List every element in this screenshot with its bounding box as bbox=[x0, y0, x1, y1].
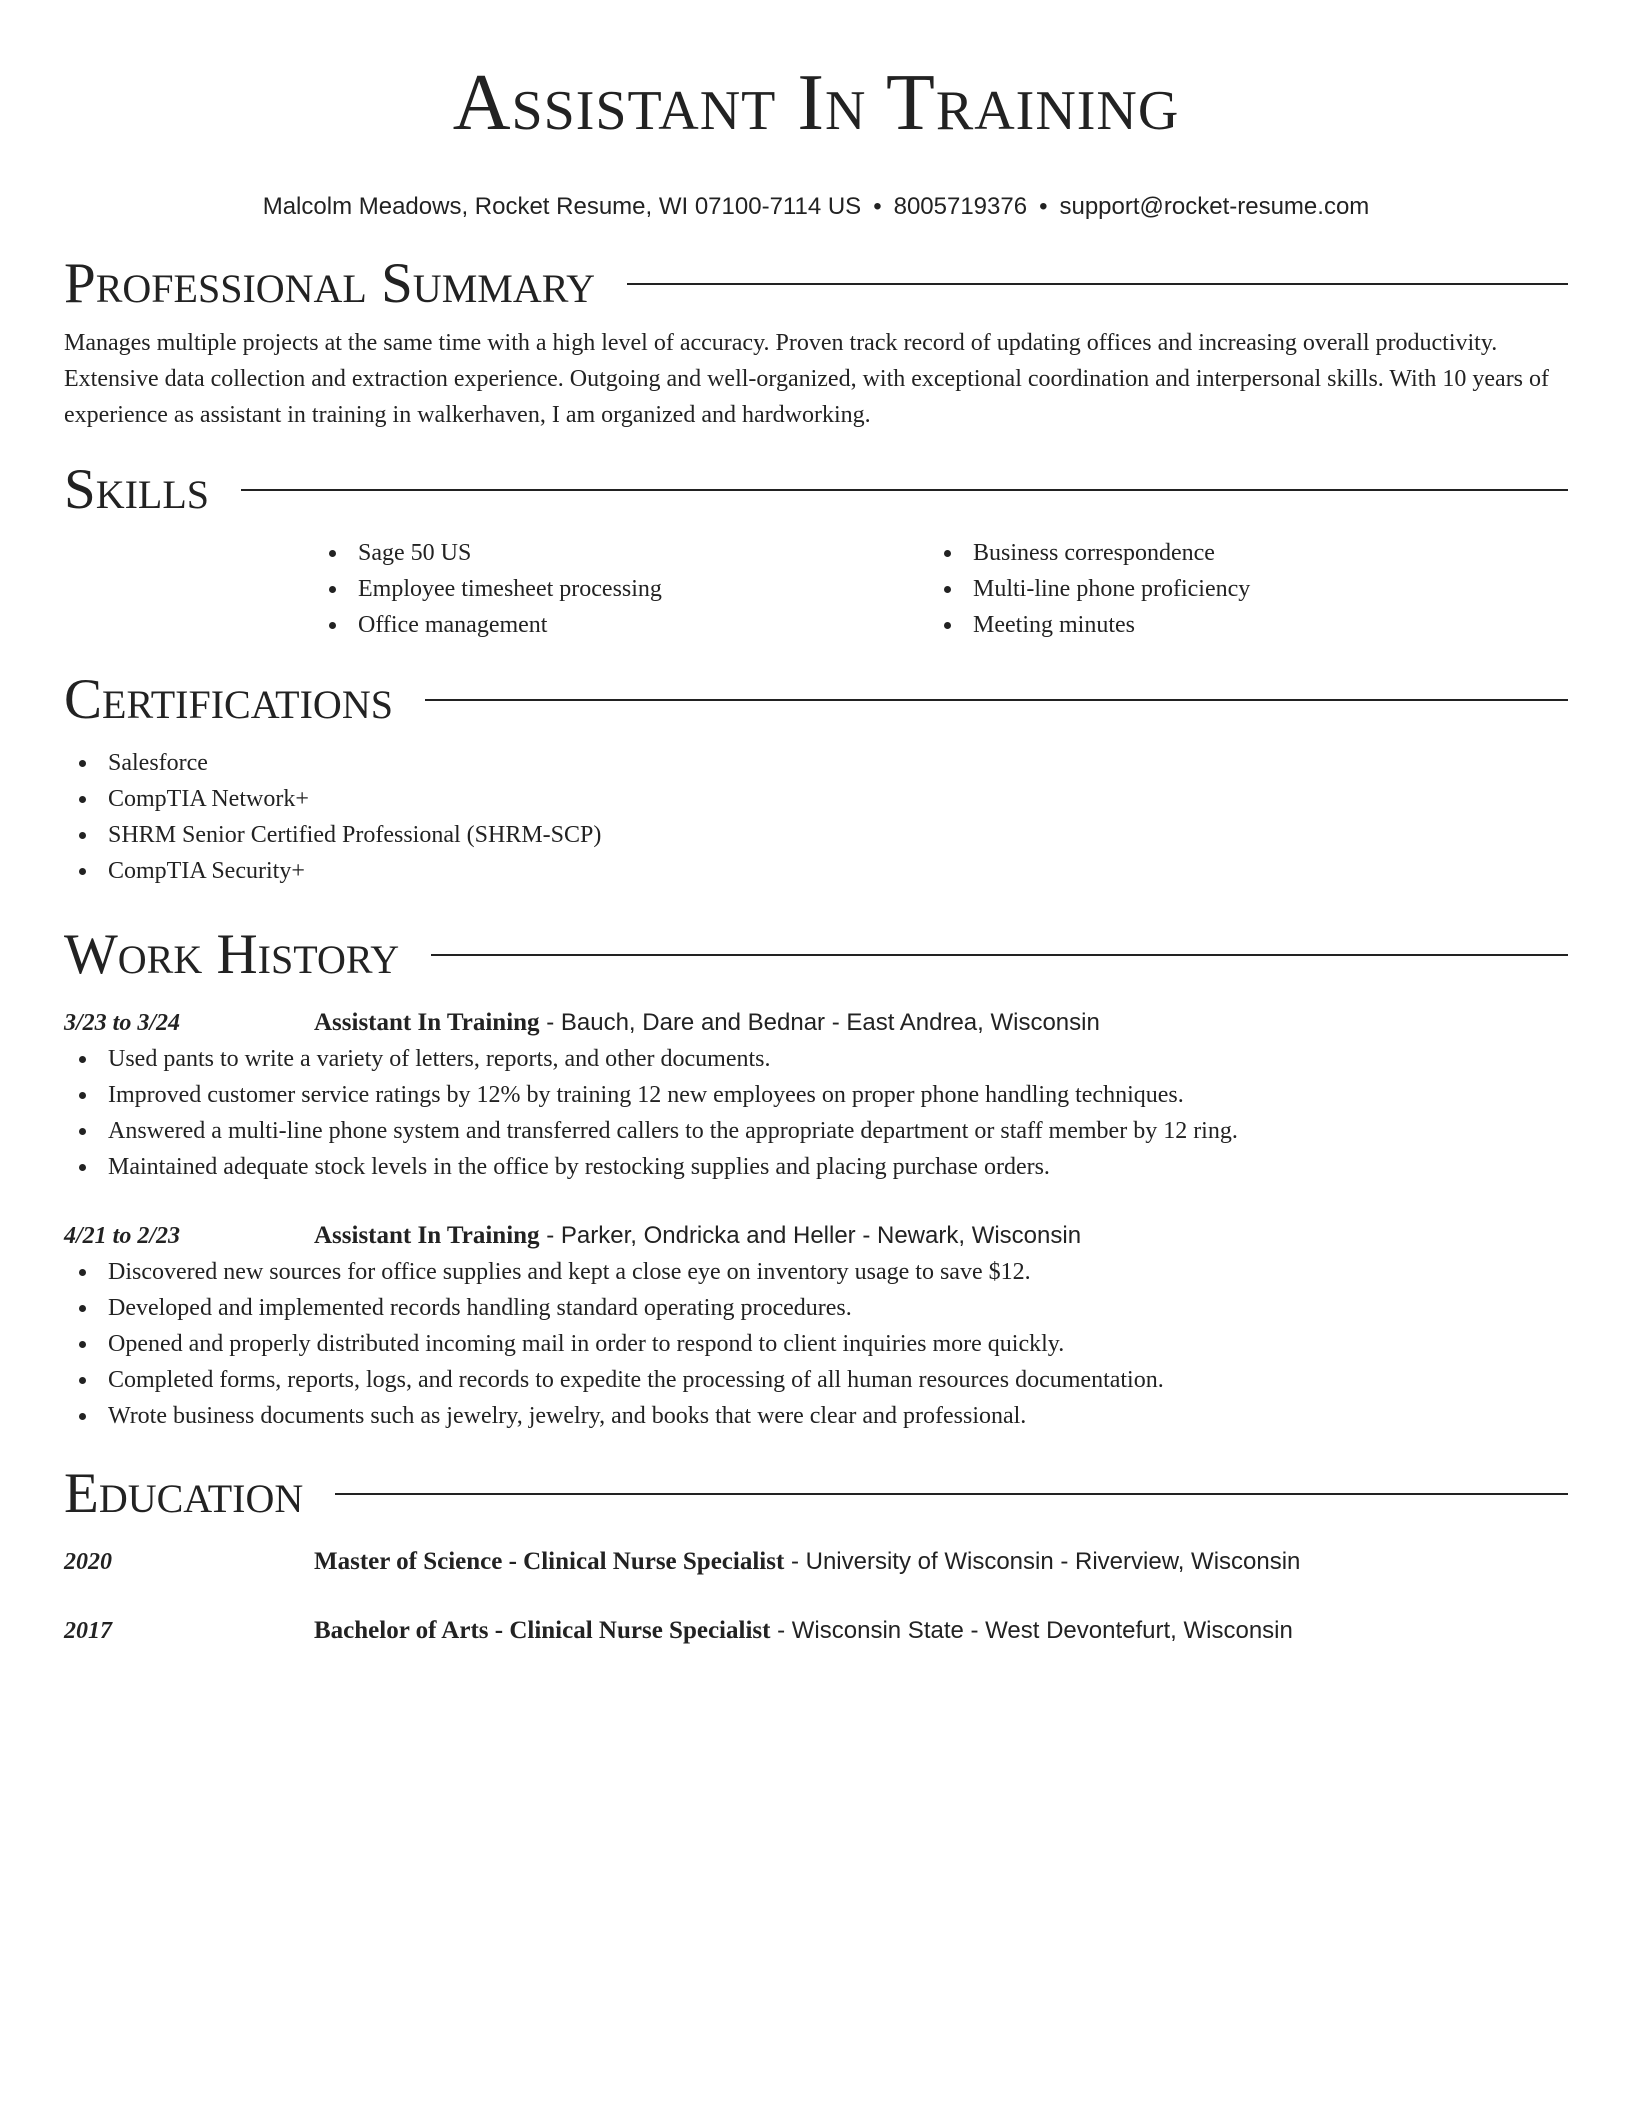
education-year: 2017 bbox=[64, 1618, 112, 1644]
contact-address: Malcolm Meadows, Rocket Resume, WI 07100-7114 US bbox=[262, 193, 862, 220]
certification-item: SHRM Senior Certified Professional (SHRM-SCP) bbox=[64, 817, 1568, 853]
job-bullet: Used pants to write a variety of letters, reports, and other documents. bbox=[64, 1041, 1568, 1077]
section-divider bbox=[425, 699, 1568, 701]
job-bullet: Improved customer service ratings by 12% by training 12 new employees on proper phone handling techniques. bbox=[64, 1077, 1568, 1113]
education-school: - Wisconsin State - West Devontefurt, Wisconsin bbox=[770, 1617, 1293, 1644]
job-title: Assistant In Training bbox=[314, 1222, 540, 1249]
skills-list bbox=[314, 535, 1568, 643]
education-section-header bbox=[64, 1464, 1568, 1524]
education-line bbox=[314, 1613, 1293, 1649]
job-bullets bbox=[64, 1041, 1568, 1185]
job-bullet: Completed forms, reports, logs, and records to expedite the processing of all human resources documentation. bbox=[64, 1362, 1568, 1398]
job-employer: - Bauch, Dare and Bednar - East Andrea, Wisconsin bbox=[539, 1009, 1100, 1036]
certification-item: CompTIA Security+ bbox=[64, 853, 1568, 889]
section-divider bbox=[335, 1493, 1568, 1495]
contact-separator: • bbox=[1039, 193, 1048, 220]
resume-name: Assistant In Training bbox=[452, 59, 1180, 147]
certifications-list bbox=[64, 745, 1568, 889]
work-heading: Work History bbox=[64, 923, 400, 986]
job-header bbox=[64, 1005, 1568, 1041]
job-dates: 4/21 to 2/23 bbox=[64, 1223, 181, 1249]
summary-section-header bbox=[64, 254, 1568, 314]
job-bullet: Wrote business documents such as jewelry, jewelry, and books that were clear and professional. bbox=[64, 1398, 1568, 1434]
job-dates: 3/23 to 3/24 bbox=[64, 1010, 181, 1036]
contact-email: support@rocket-resume.com bbox=[1059, 193, 1370, 220]
education-degree: Bachelor of Arts - Clinical Nurse Specialist bbox=[314, 1617, 771, 1644]
section-divider bbox=[241, 489, 1568, 491]
contact-line bbox=[64, 192, 1568, 222]
skill-item: Multi-line phone proficiency bbox=[929, 571, 1544, 607]
certification-item: Salesforce bbox=[64, 745, 1568, 781]
skill-item: Office management bbox=[314, 607, 929, 643]
job-header bbox=[64, 1218, 1568, 1254]
job-entry bbox=[64, 1005, 1568, 1185]
job-bullets bbox=[64, 1254, 1568, 1434]
job-title: Assistant In Training bbox=[314, 1009, 540, 1036]
job-bullet: Maintained adequate stock levels in the office by restocking supplies and placing purchase orders. bbox=[64, 1149, 1568, 1185]
certifications-heading: Certifications bbox=[64, 668, 393, 731]
job-title-line bbox=[314, 1005, 1100, 1041]
job-entry bbox=[64, 1218, 1568, 1434]
contact-separator: • bbox=[873, 193, 882, 220]
job-employer: - Parker, Ondricka and Heller - Newark, Wisconsin bbox=[539, 1222, 1082, 1249]
job-bullet: Discovered new sources for office supplies and kept a close eye on inventory usage to save $12. bbox=[64, 1254, 1568, 1290]
skill-item: Sage 50 US bbox=[314, 535, 929, 571]
education-entry bbox=[64, 1544, 1568, 1580]
certification-item: CompTIA Network+ bbox=[64, 781, 1568, 817]
skill-item: Business correspondence bbox=[929, 535, 1544, 571]
education-school: - University of Wisconsin - Riverview, Wisconsin bbox=[784, 1548, 1301, 1575]
job-bullet: Answered a multi-line phone system and transferred callers to the appropriate department or staff member by 12 ring. bbox=[64, 1113, 1568, 1149]
job-title-line bbox=[314, 1218, 1081, 1254]
certifications-section-header bbox=[64, 670, 1568, 730]
contact-phone: 8005719376 bbox=[893, 193, 1028, 220]
skills-heading: Skills bbox=[64, 458, 210, 521]
education-year: 2020 bbox=[64, 1549, 112, 1575]
work-section-header bbox=[64, 925, 1568, 985]
section-divider bbox=[431, 954, 1568, 956]
skills-column-left bbox=[314, 535, 929, 643]
education-line bbox=[314, 1544, 1300, 1580]
skill-item: Employee timesheet processing bbox=[314, 571, 929, 607]
summary-text: Manages multiple projects at the same time with a high level of accuracy. Proven track record of updating offices and increasing overall productivity. Extensive data collection and extraction experience. Outgoing and well-organized, with exceptional coordination and interpersonal skills. With 10 years of experience as assistant in training in walkerhaven, I am organized and hardworking. bbox=[64, 330, 1550, 428]
education-degree: Master of Science - Clinical Nurse Specialist bbox=[314, 1548, 785, 1575]
skill-item: Meeting minutes bbox=[929, 607, 1544, 643]
job-bullet: Opened and properly distributed incoming mail in order to respond to client inquiries more quickly. bbox=[64, 1326, 1568, 1362]
skills-column-right bbox=[929, 535, 1544, 643]
skills-section-header bbox=[64, 460, 1568, 520]
education-heading: Education bbox=[64, 1462, 304, 1525]
job-bullet: Developed and implemented records handling standard operating procedures. bbox=[64, 1290, 1568, 1326]
education-entry bbox=[64, 1613, 1568, 1649]
summary-heading: Professional Summary bbox=[64, 252, 596, 315]
section-divider bbox=[627, 283, 1568, 285]
